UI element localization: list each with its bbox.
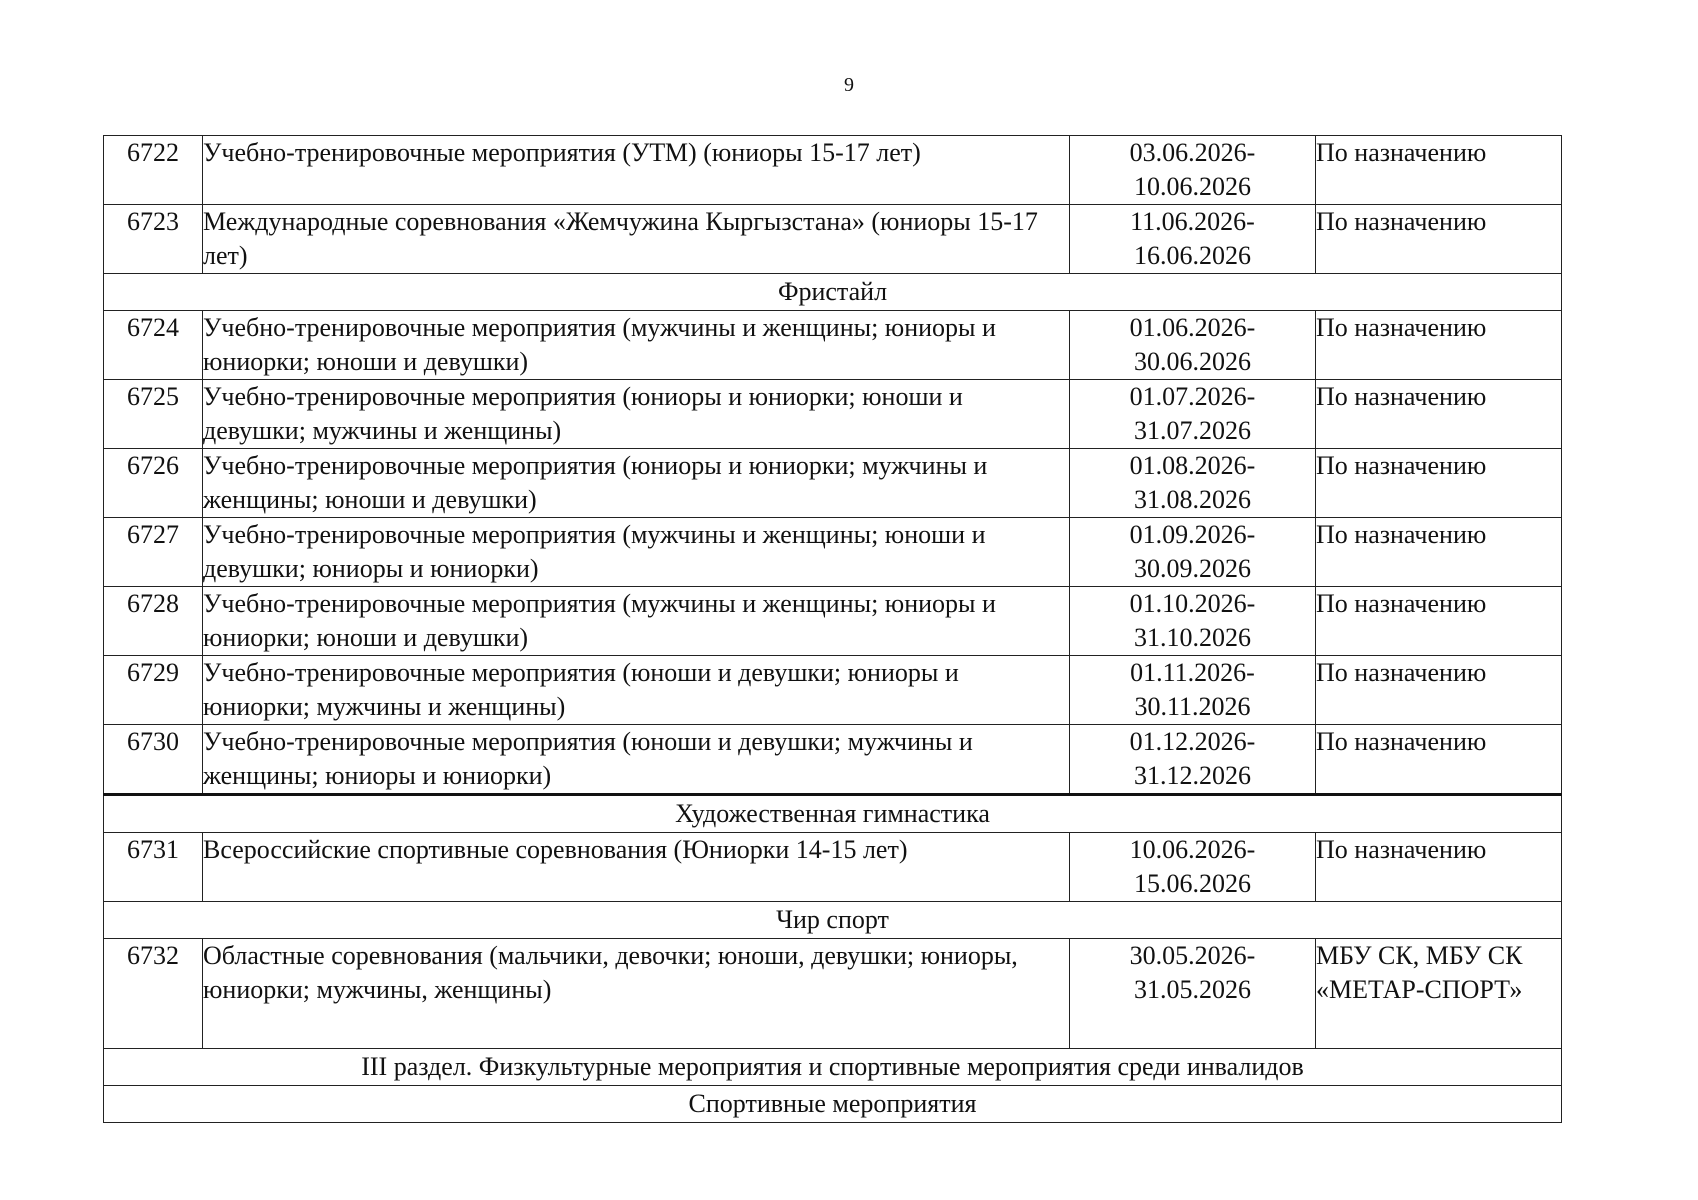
event-date-end: 31.05.2026 (1134, 975, 1251, 1004)
events-table-body (104, 136, 1562, 1123)
table-row (104, 833, 1562, 902)
table-row (104, 136, 1562, 205)
event-dates (1070, 725, 1316, 795)
event-date-start: 01.07.2026- (1129, 382, 1256, 411)
event-name: Учебно-тренировочные мероприятия (юноши и девушки; юниоры и юниорки; мужчины и женщины) (203, 656, 1070, 725)
event-date-start: 01.08.2026- (1129, 451, 1256, 480)
table-row (104, 311, 1562, 380)
event-dates (1070, 939, 1316, 1049)
event-dates (1070, 656, 1316, 725)
event-organizer: По назначению (1316, 136, 1562, 205)
event-date-start: 11.06.2026- (1130, 207, 1255, 236)
event-organizer: По назначению (1316, 656, 1562, 725)
event-dates (1070, 311, 1316, 380)
event-number: 6724 (104, 311, 203, 380)
event-date-end: 15.06.2026 (1134, 869, 1251, 898)
event-date-end: 30.11.2026 (1134, 692, 1251, 721)
event-name: Учебно-тренировочные мероприятия (УТМ) (юниоры 15-17 лет) (203, 136, 1070, 205)
event-name: Учебно-тренировочные мероприятия (юниоры и юниорки; юноши и девушки; мужчины и женщины) (203, 380, 1070, 449)
event-organizer: МБУ СК, МБУ СК «МЕТАР-СПОРТ» (1316, 939, 1562, 1049)
event-name: Учебно-тренировочные мероприятия (юниоры и юниорки; мужчины и женщины; юноши и девушки) (203, 449, 1070, 518)
event-dates (1070, 205, 1316, 274)
table-row (104, 587, 1562, 656)
table-row (104, 205, 1562, 274)
event-date-end: 30.06.2026 (1134, 347, 1251, 376)
event-date-start: 01.11.2026- (1130, 658, 1255, 687)
section-header-row (104, 902, 1562, 939)
event-date-end: 16.06.2026 (1134, 241, 1251, 270)
event-dates (1070, 587, 1316, 656)
section-header-row (104, 1086, 1562, 1123)
event-date-end: 31.07.2026 (1134, 416, 1251, 445)
event-date-start: 10.06.2026- (1129, 835, 1256, 864)
event-date-end: 30.09.2026 (1134, 554, 1251, 583)
event-number: 6725 (104, 380, 203, 449)
section-title: Спортивные мероприятия (104, 1086, 1562, 1123)
event-number: 6731 (104, 833, 203, 902)
table-row (104, 939, 1562, 1049)
event-name: Учебно-тренировочные мероприятия (мужчины и женщины; юниоры и юниорки; юноши и девушки) (203, 587, 1070, 656)
section-header-row (104, 1049, 1562, 1086)
event-dates (1070, 518, 1316, 587)
event-dates (1070, 833, 1316, 902)
event-date-end: 31.08.2026 (1134, 485, 1251, 514)
event-number: 6730 (104, 725, 203, 795)
event-date-start: 30.05.2026- (1129, 941, 1256, 970)
table-row (104, 380, 1562, 449)
section-title: Художественная гимнастика (104, 795, 1562, 833)
event-name: Учебно-тренировочные мероприятия (мужчины и женщины; юноши и девушки; юниоры и юниорки) (203, 518, 1070, 587)
event-name: Международные соревнования «Жемчужина Кыргызстана» (юниоры 15-17 лет) (203, 205, 1070, 274)
event-dates (1070, 449, 1316, 518)
section-title: Фристайл (104, 274, 1562, 311)
event-organizer: По назначению (1316, 311, 1562, 380)
event-name: Учебно-тренировочные мероприятия (мужчины и женщины; юниоры и юниорки; юноши и девушки) (203, 311, 1070, 380)
event-date-end: 31.10.2026 (1134, 623, 1251, 652)
event-organizer: По назначению (1316, 725, 1562, 795)
page-number: 9 (844, 74, 854, 96)
section-header-row (104, 795, 1562, 833)
event-dates (1070, 136, 1316, 205)
event-organizer: По назначению (1316, 587, 1562, 656)
event-date-end: 31.12.2026 (1134, 761, 1251, 790)
event-number: 6728 (104, 587, 203, 656)
event-name: Областные соревнования (мальчики, девочки; юноши, девушки; юниоры, юниорки; мужчины, женщины) (203, 939, 1070, 1049)
events-table (103, 135, 1562, 1123)
event-number: 6723 (104, 205, 203, 274)
table-row (104, 449, 1562, 518)
event-date-start: 01.12.2026- (1129, 727, 1256, 756)
event-number: 6727 (104, 518, 203, 587)
section-title: III раздел. Физкультурные мероприятия и спортивные мероприятия среди инвалидов (104, 1049, 1562, 1086)
event-number: 6722 (104, 136, 203, 205)
event-name: Учебно-тренировочные мероприятия (юноши и девушки; мужчины и женщины; юниоры и юниорки) (203, 725, 1070, 795)
event-date-start: 03.06.2026- (1129, 138, 1256, 167)
event-organizer: По назначению (1316, 833, 1562, 902)
table-row (104, 725, 1562, 795)
event-number: 6732 (104, 939, 203, 1049)
event-organizer: По назначению (1316, 205, 1562, 274)
event-dates (1070, 380, 1316, 449)
event-date-start: 01.06.2026- (1129, 313, 1256, 342)
table-row (104, 656, 1562, 725)
event-organizer: По назначению (1316, 518, 1562, 587)
event-organizer: По назначению (1316, 380, 1562, 449)
event-date-end: 10.06.2026 (1134, 172, 1251, 201)
event-date-start: 01.10.2026- (1129, 589, 1256, 618)
table-row (104, 518, 1562, 587)
event-name: Всероссийские спортивные соревнования (Юниорки 14-15 лет) (203, 833, 1070, 902)
event-number: 6729 (104, 656, 203, 725)
section-title: Чир спорт (104, 902, 1562, 939)
section-header-row (104, 274, 1562, 311)
event-date-start: 01.09.2026- (1129, 520, 1256, 549)
event-number: 6726 (104, 449, 203, 518)
event-organizer: По назначению (1316, 449, 1562, 518)
